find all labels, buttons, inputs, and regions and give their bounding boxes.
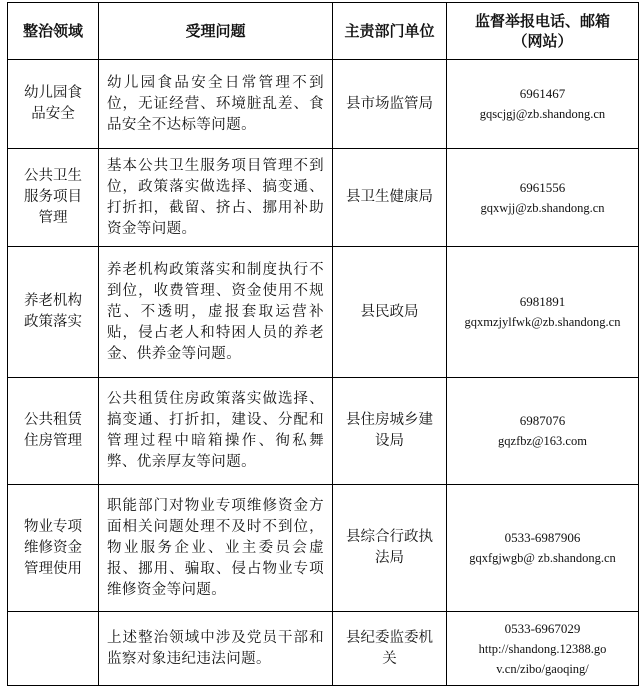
contact-cell [447, 247, 639, 378]
email-link[interactable]: gqxfgjwgb@ zb.shandong.cn [469, 551, 616, 565]
email-link[interactable]: gqzfbz@163.com [498, 434, 587, 448]
phone: 6987076 [519, 413, 566, 428]
phone: 0533-6967029 [504, 620, 581, 636]
phone: 0533-6987906 [504, 530, 581, 545]
dept-cell: 县民政局 [333, 247, 447, 378]
dept-cell: 县卫生健康局 [333, 149, 447, 247]
table-row [8, 60, 639, 149]
contact-cell [447, 60, 639, 149]
complaint-table [7, 2, 639, 686]
dept-cell: 县纪委监委机关 [333, 612, 447, 686]
email-link[interactable]: gqscjgj@zb.shandong.cn [479, 107, 606, 121]
header-row [8, 3, 639, 60]
area-cell: 养老机构政策落实 [8, 247, 99, 378]
table-row [8, 247, 639, 378]
header-area: 整治领域 [8, 3, 99, 60]
area-cell: 幼儿园食品安全 [8, 60, 99, 149]
dept-cell: 县市场监管局 [333, 60, 447, 149]
issue-cell: 基本公共卫生服务项目管理不到位，政策落实做选择、搞变通、打折扣，截留、挤占、挪用补助资金等问题。 [99, 149, 333, 247]
header-dept: 主责部门单位 [333, 3, 447, 60]
contact-cell [447, 149, 639, 247]
header-issue: 受理问题 [99, 3, 333, 60]
website-link[interactable]: http://shandong.12388.gov.cn/zibo/gaoqing/ [478, 641, 607, 676]
contact-cell [447, 612, 639, 686]
header-contact: 监督举报电话、邮箱（网站） [447, 3, 639, 60]
dept-cell: 县住房城乡建设局 [333, 378, 447, 485]
contact-cell [447, 378, 639, 485]
table-row [8, 485, 639, 612]
email-link[interactable]: gqxmzjylfwk@zb.shandong.cn [464, 315, 621, 329]
dept-cell: 县综合行政执法局 [333, 485, 447, 612]
phone: 6961556 [519, 179, 566, 195]
issue-cell: 职能部门对物业专项维修资金方面相关问题处理不及时不到位，物业服务企业、业主委员会虚报、挪用、骗取、侵占物业专项维修资金等问题。 [99, 485, 333, 612]
contact-cell [447, 485, 639, 612]
table-row [8, 612, 639, 686]
area-cell [8, 612, 99, 686]
issue-cell: 养老机构政策落实和制度执行不到位，收费管理、资金使用不规范、不透明，虚报套取运营补贴，侵占老人和特困人员的养老金、供养金等问题。 [99, 247, 333, 378]
phone: 6961467 [519, 86, 566, 101]
table-row [8, 378, 639, 485]
table-row [8, 149, 639, 247]
area-cell: 物业专项维修资金管理使用 [8, 485, 99, 612]
area-cell: 公共租赁住房管理 [8, 378, 99, 485]
email-link[interactable]: gqxwjj@zb.shandong.cn [480, 200, 605, 215]
area-cell: 公共卫生服务项目管理 [8, 149, 99, 247]
phone: 6981891 [519, 294, 566, 309]
issue-cell: 公共租赁住房政策落实做选择、搞变通、打折扣，建设、分配和管理过程中暗箱操作、徇私舞弊、优亲厚友等问题。 [99, 378, 333, 485]
issue-cell: 幼儿园食品安全日常管理不到位，无证经营、环境脏乱差、食品安全不达标等问题。 [99, 60, 333, 149]
issue-cell: 上述整治领域中涉及党员干部和监察对象违纪违法问题。 [99, 612, 333, 686]
